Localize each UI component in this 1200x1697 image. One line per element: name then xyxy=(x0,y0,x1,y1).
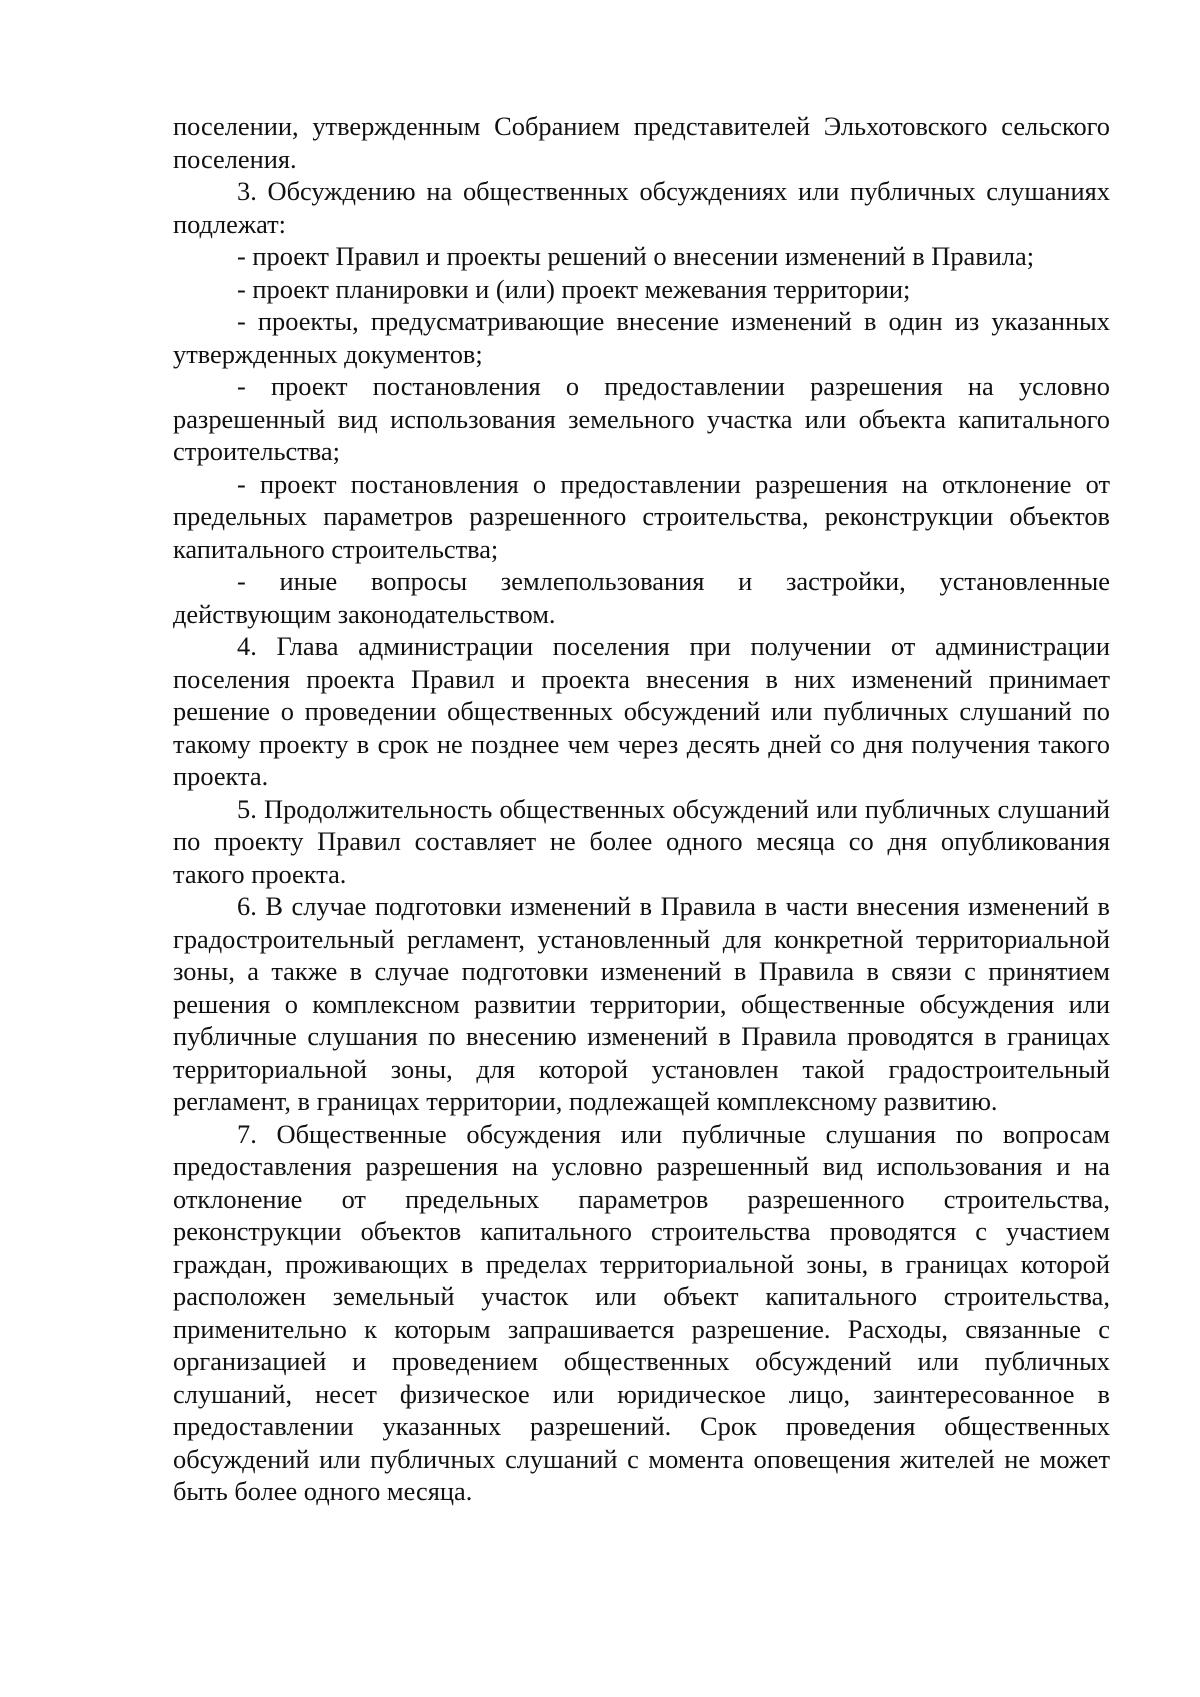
paragraph-continuation: поселении, утвержденным Собранием представителей Эльхотовского сельского поселения. xyxy=(173,111,1110,174)
document-body xyxy=(173,110,1110,1508)
paragraph-item-3: 3. Обсуждению на общественных обсуждениях или публичных слушаниях подлежат: xyxy=(173,176,1110,239)
list-item-deviation-permit: - проект постановления о предоставлении разрешения на отклонение от предельных параметров разрешенного строительства, реконструкции объектов капитального строительства; xyxy=(173,468,1110,564)
list-item-rules-project: - проект Правил и проекты решений о внесении изменений в Правила; xyxy=(237,241,1035,271)
paragraph-item-6: 6. В случае подготовки изменений в Правила в части внесения изменений в градостроительный регламент, установленный для конкретной территориальной зоны, а также в случае подготовки изменений в Правила в связи с принятием решения о комплексном развитии территории, общественные обсуждения или публичные слушания по внесению изменений в Правила проводятся в границах территориальной зоны, для которой установлен такой градостроительный регламент, в границах территории, подлежащей комплексному развитию. xyxy=(173,891,1110,1116)
list-item-amendment-projects: - проекты, предусматривающие внесение изменений в один из указанных утвержденных документов; xyxy=(173,306,1110,369)
list-item-planning-project: - проект планировки и (или) проект межевания территории; xyxy=(237,273,911,304)
paragraph-item-5: 5. Продолжительность общественных обсуждений или публичных слушаний по проекту Правил составляет не более одного месяца со дня опубликования такого проекта. xyxy=(173,793,1110,889)
paragraph-item-7: 7. Общественные обсуждения или публичные слушания по вопросам предоставления разрешения на условно разрешенный вид использования и на отклонение от предельных параметров разрешенного строительства, реконструкции объектов капитального строительства проводятся с участием граждан, проживающих в пределах территориальной зоны, в границах которой расположен земельный участок или объект капитального строительства, применительно к которым запрашивается разрешение. Расходы, связанные с организацией и проведением общественных обсуждений или публичных слушаний, несет физическое или юридическое лицо, заинтересованное в предоставлении указанных разрешений. Срок проведения общественных обсуждений или публичных слушаний с момента оповещения жителей не может быть более одного месяца. xyxy=(173,1118,1110,1506)
list-item-other-issues: - иные вопросы землепользования и застройки, установленные действующим законодательством. xyxy=(173,566,1110,629)
list-item-conditional-use-permit: - проект постановления о предоставлении разрешения на условно разрешенный вид использования земельного участка или объекта капитального строительства; xyxy=(173,371,1110,466)
paragraph-item-4: 4. Глава администрации поселения при получении от администрации поселения проекта Правил и проекта внесения в них изменений принимает решение о проведении общественных обсуждений или публичных слушаний по такому проекту в срок не позднее чем через десять дней со дня получения такого проекта. xyxy=(173,631,1110,791)
